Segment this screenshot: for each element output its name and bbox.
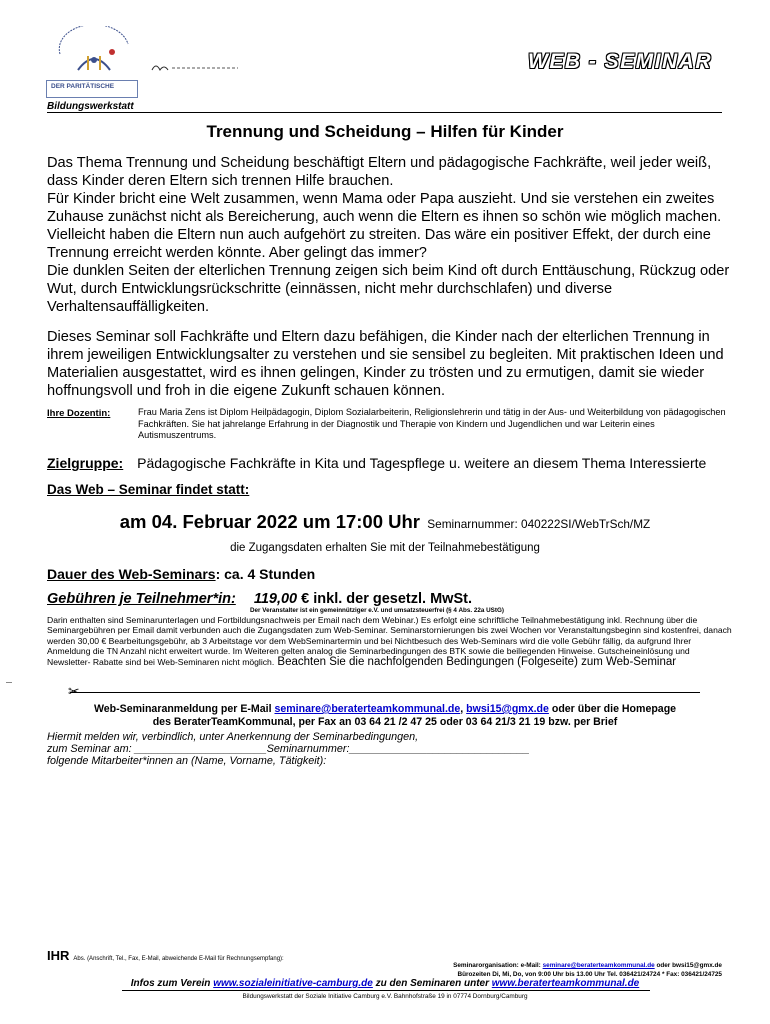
zielgruppe — [47, 455, 706, 471]
beachten-note: Beachten Sie die nachfolgenden Bedingungen (Folgeseite) zum Web-Seminar — [274, 655, 677, 668]
intro-paragraph-1: Das Thema Trennung und Scheidung beschäftigt Eltern und pädagogische Fachkräfte, weil jeder weiß, dass Kinder deren Eltern sich trennen Hilfe brauchen. — [47, 155, 712, 189]
organisation-post: oder bwsi15@gmx.de — [654, 962, 722, 969]
web-seminar-heading: WEB - SEMINAR — [528, 50, 712, 73]
intro-paragraph-2: Für Kinder bricht eine Welt zusammen, wenn Mama oder Papa auszieht. Und sie verstehen ein zweites Zuhause zunächst nicht als Bereicherung, auch wenn die Eltern es ihnen so schön wie möglich machen. Vielleicht haben die Eltern nun auch aufgehört zu streiten. Das wäre ein positiver Effekt, der durch eine Trennung erreicht werden könnte. Aber gelingt das immer? — [47, 191, 722, 261]
verein-link[interactable]: www.sozialeinitiative-camburg.de — [213, 978, 373, 989]
scissors-icon: ✂ — [68, 683, 80, 699]
info-pre: Infos zum Verein — [130, 978, 214, 989]
bwsi-email-link[interactable]: bwsi15@gmx.de — [466, 703, 549, 715]
info-line — [0, 978, 770, 989]
registration-pre: Web-Seminaranmeldung per E-Mail — [93, 703, 275, 715]
intro-paragraph-4: Dieses Seminar soll Fachkräfte und Eltern dazu befähigen, die Kinder nach der elterlichen Trennung in ihrem jeweiligen Entwicklungsalter zu verstehen und sie sensibel zu begleiten. Mit praktischen Ideen und Materialien ausgestattet, wird es ihnen gelingen, Kinder zu trösten und zu ermutigen, damit sie wieder hoffnungsvoll und froh in die eigene Zukunft schauen können. — [47, 329, 724, 399]
registration-email-link[interactable]: seminare@beraterteamkommunal.de — [274, 703, 461, 715]
registration-line-2: des BeraterTeamKommunal, per Fax an 03 64 21 /2 47 25 oder 03 64 21/3 21 19 bzw. per Brief — [152, 716, 618, 728]
sender-block — [47, 948, 284, 963]
form-line-1: Hiermit melden wir, verbindlich, unter Anerkennung der Seminarbedingungen, — [47, 731, 419, 743]
seminar-date: am 04. Februar 2022 um 17:00 Uhr — [119, 511, 421, 532]
intro-paragraph-3: Die dunklen Seiten der elterlichen Trennung zeigen sich beim Kind oft durch Enttäuschung, Rückzug oder Wut, durch Entwicklungsrückschritte (einnässen, nicht mehr durchschlafen) und diverse Verhaltensauffälligkeiten. — [47, 263, 730, 315]
form-line-2[interactable]: zum Seminar am: ______________________Seminarnummer:______________________________ — [47, 743, 530, 755]
dauer — [47, 566, 315, 582]
gebuehren-price: 119,00 — [253, 591, 298, 607]
info-rule — [122, 990, 650, 991]
page-title: Trennung und Scheidung – Hilfen für Kinder — [206, 122, 564, 141]
cut-line — [70, 692, 700, 693]
ort-label: Das Web – Seminar findet statt: — [47, 482, 250, 497]
conditions-body: Darin enthalten sind Seminarunterlagen und Fortbildungsnachweis per Email nach dem Webinar.) Es erfolgt eine schriftliche Teilnahmebestätigung inkl. Rechnung über die Seminargebühren per Email damit verbunden auch die Zugangsdaten zum Web-Seminar. Seminarstornierungen bis zwei Wochen vor Veranstaltungsbeginn sind kostenfrei, danach werden 30,00 € Bearbeitungsgebühr, ab 3 Arbeitstage vor dem WebSeminartermin und bei Nichtbesuch des Web-Seminars wird die volle Gebühr fällig, da aufgrund Ihrer Anmeldung die TN Anzahl nicht erweitert wurde. Im Weiteren gelten analog die Seminarbedingungen des BTK sowie die beiliegenden Hinweise. Gutscheineinlösung und Newsletter- Rabatte sind bei Web-Seminaren nicht möglich. — [47, 615, 732, 667]
header-rule — [47, 112, 722, 113]
footer-address: Bildungswerkstatt der Soziale Initiative Camburg e.V. Bahnhofstraße 19 in 07774 Dornburg/Camburg — [242, 993, 528, 1000]
organisation-line — [453, 962, 722, 969]
seminare-link[interactable]: www.beraterteamkommunal.de — [491, 978, 640, 989]
conditions-text — [47, 615, 735, 667]
registration-line-1 — [0, 703, 770, 715]
registration-sep: , — [460, 703, 467, 715]
organisation-email-link[interactable]: seminare@beraterteamkommunal.de — [542, 962, 655, 969]
zens-logo — [150, 60, 242, 74]
dozentin-label: Ihre Dozentin: — [47, 408, 111, 419]
form-line-3: folgende Mitarbeiter*innen an (Name, Vorname, Tätigkeit): — [47, 755, 327, 767]
registration-post: oder über die Homepage — [548, 703, 677, 715]
gebuehren — [47, 591, 472, 607]
margin-mark — [6, 682, 12, 683]
paritaet-logo — [46, 80, 138, 98]
sender-label: IHR — [47, 948, 70, 963]
veranstalter-note: Der Veranstalter ist ein gemeinnütziger e.V. und umsatzsteuerfrei (§ 4 Abs. 22a UStG) — [250, 607, 504, 614]
info-mid: zu den Seminaren unter — [372, 978, 492, 989]
sender-hint: Abs. (Anschrift, Tel., Fax, E-Mail, abweichende E-Mail für Rechnungsempfang): — [73, 956, 284, 962]
gebuehren-label: Gebühren je Teilnehmer*in: — [47, 591, 236, 607]
zielgruppe-text: Pädagogische Fachkräfte in Kita und Tagespflege u. weitere an diesem Thema Interessierte — [137, 455, 707, 471]
dauer-label: Dauer des Web-Seminars — [47, 566, 216, 582]
dozentin-text: Frau Maria Zens ist Diplom Heilpädagogin, Diplom Sozialarbeiterin, Religionslehrerin und tätig in der Aus- und Weiterbildung von pädagogischen Fachkräften. Sie hat jahrelange Erfahrung in der Diagnostik und Therapie von Kindern und Jugendlichen und war Leiterin eines Autismuszentrums. — [138, 407, 726, 440]
dauer-value: : ca. 4 Stunden — [215, 566, 316, 582]
registration-form — [47, 731, 530, 767]
seminar-number-label: Seminarnummer — [427, 517, 515, 531]
date-line — [0, 511, 770, 533]
organisation-pre: Seminarorganisation: e-Mail: — [453, 962, 543, 969]
intro-text — [47, 154, 737, 400]
gebuehren-price-suffix: € inkl. der gesetzl. MwSt. — [297, 591, 472, 607]
zugang-text: die Zugangsdaten erhalten Sie mit der Teilnahmebestätigung — [230, 542, 540, 554]
paritaet-label: DER PARITÄTISCHE — [51, 83, 115, 90]
bildungswerkstatt-label: Bildungswerkstatt — [47, 101, 134, 112]
zielgruppe-label: Zielgruppe: — [47, 455, 124, 471]
office-hours: Bürozeiten Di, Mi, Do, von 9:00 Uhr bis 13.00 Uhr Tel. 036421/24724 * Fax: 036421/24725 — [457, 971, 722, 978]
initiative-logo — [48, 26, 140, 82]
seminar-number: : 040222SI/WebTrSch/MZ — [514, 517, 651, 531]
